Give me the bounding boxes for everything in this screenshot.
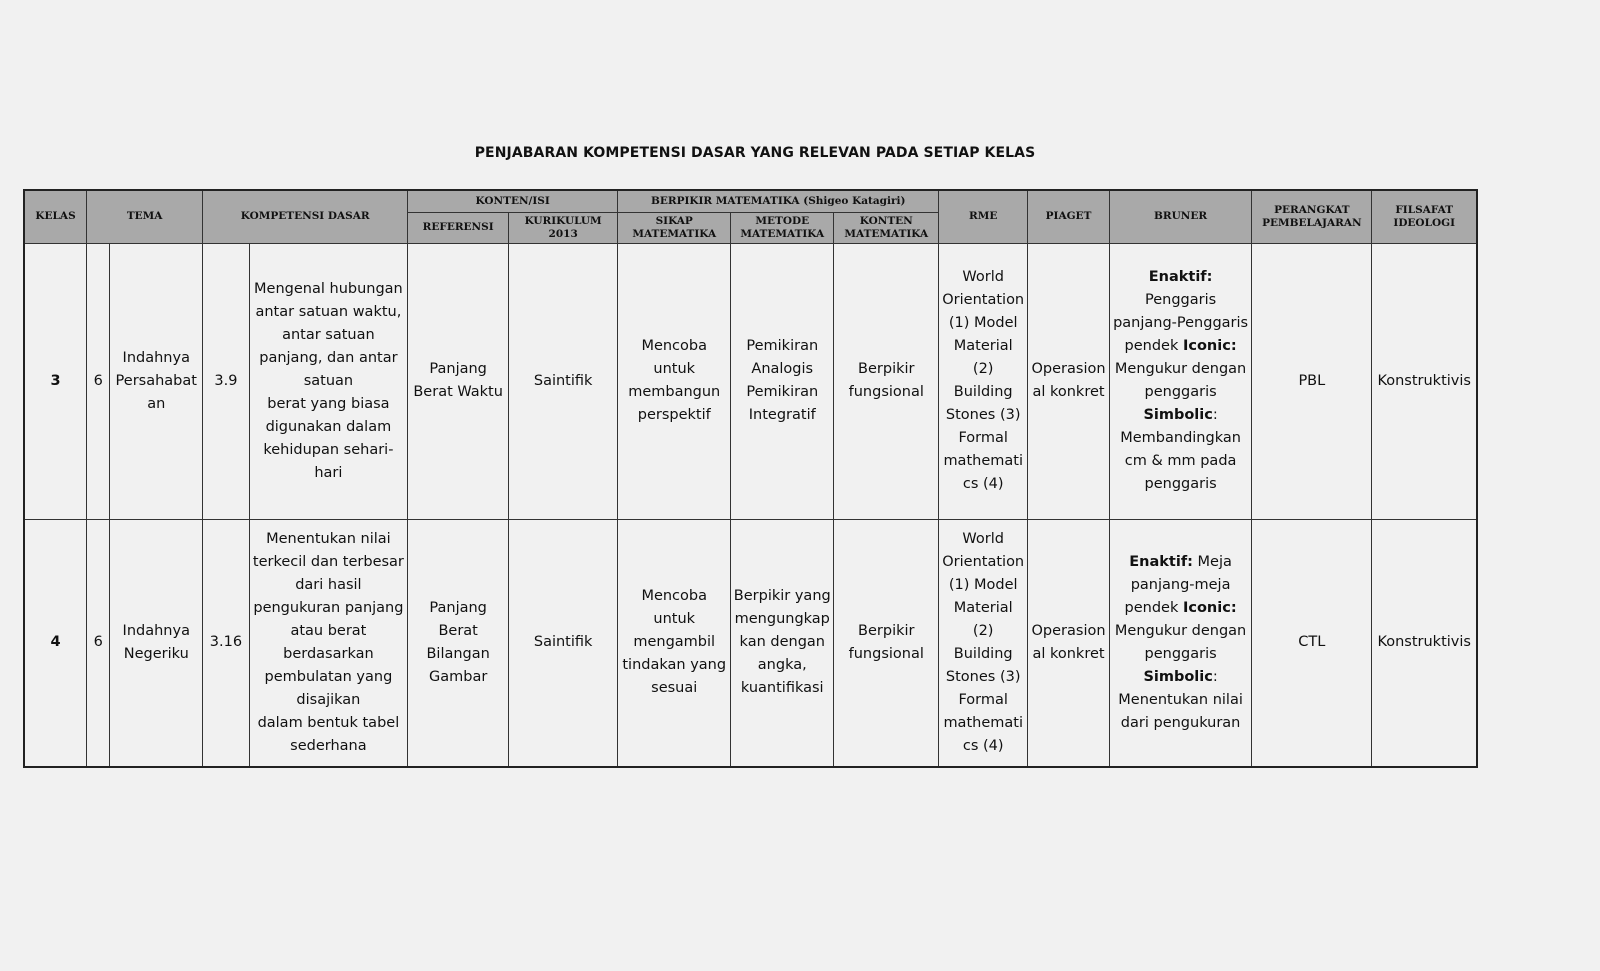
kurikulum-cell: Saintifik — [509, 243, 618, 519]
tema-cell: Indahnya Negeriku — [110, 519, 203, 767]
header-konten: KONTEN MATEMATIKA — [834, 212, 939, 243]
header-metode: METODE MATEMATIKA — [731, 212, 834, 243]
bruner-enaktif-text: Penggaris panjang-Penggaris pendek — [1113, 292, 1249, 354]
header-kurikulum: KURIKULUM 2013 — [509, 212, 618, 243]
bruner-simbolic-label: Simbolic — [1143, 407, 1213, 423]
bruner-simbolic-text: : Membandingkan cm & mm pada penggaris — [1120, 407, 1241, 492]
header-konten-isi: KONTEN/ISI — [408, 190, 618, 212]
header-perangkat: PERANGKAT PEMBELAJARAN — [1252, 190, 1372, 243]
referensi-cell: Panjang Berat Bilangan Gambar — [408, 519, 509, 767]
header-kompetensi-dasar: KOMPETENSI DASAR — [203, 190, 408, 243]
piaget-cell: Operasion al konkret — [1028, 243, 1110, 519]
bruner-simbolic-text: : Menentukan nilai dari pengukuran — [1118, 668, 1243, 731]
bruner-simbolic-label: Simbolic — [1143, 668, 1213, 685]
filsafat-cell: Konstruktivis — [1372, 519, 1477, 767]
bruner-iconic-label: Iconic: — [1182, 599, 1237, 616]
rme-cell: World Orientation (1) Model Material (2) Building Stones (3) Formal mathemati cs (4) — [939, 243, 1028, 519]
tema-number: 6 — [87, 519, 110, 767]
bruner-iconic-text: Mengukur dengan penggaris — [1114, 361, 1247, 400]
table-row — [24, 519, 1477, 767]
konten-cell: Berpikir fungsional — [834, 519, 939, 767]
header-piaget: PIAGET — [1028, 190, 1110, 243]
perangkat-cell: PBL — [1252, 243, 1372, 519]
rme-cell: World Orientation (1) Model Material (2) Building Stones (3) Formal mathemati cs (4) — [939, 519, 1028, 767]
kelas-cell: 4 — [24, 519, 87, 767]
bruner-iconic-text: Mengukur dengan penggaris — [1114, 622, 1247, 662]
kd-text: Menentukan nilai terkecil dan terbesar dari hasil pengukuran panjang atau berat berdasarkan pembulatan yang disajikan dalam bentuk tabel sederhana — [249, 519, 408, 767]
header-berpikir-matematika: BERPIKIR MATEMATIKA (Shigeo Katagiri) — [618, 190, 939, 212]
header-tema: TEMA — [87, 190, 203, 243]
konten-cell: Berpikir fungsional — [834, 243, 939, 519]
header-referensi: REFERENSI — [408, 212, 509, 243]
piaget-cell: Operasion al konkret — [1028, 519, 1110, 767]
bruner-cell — [1109, 243, 1251, 519]
sikap-cell: Mencoba untuk membangun perspektif — [618, 243, 731, 519]
kurikulum-cell: Saintifik — [509, 519, 618, 767]
header-sikap: SIKAP MATEMATIKA — [618, 212, 731, 243]
header-rme: RME — [939, 190, 1028, 243]
bruner-iconic-label: Iconic: — [1182, 338, 1237, 354]
header-filsafat: FILSAFAT IDEOLOGI — [1372, 190, 1477, 243]
bruner-enaktif-label: Enaktif: — [1148, 269, 1213, 285]
kd-text: Mengenal hubungan antar satuan waktu, antar satuan panjang, dan antar satuan berat yang biasa digunakan dalam kehidupan sehari-hari — [249, 243, 408, 519]
metode-cell: Berpikir yang mengungkap kan dengan angka, kuantifikasi — [731, 519, 834, 767]
perangkat-cell: CTL — [1252, 519, 1372, 767]
referensi-cell: Panjang Berat Waktu — [408, 243, 509, 519]
page-title: PENJABARAN KOMPETENSI DASAR YANG RELEVAN PADA SETIAP KELAS — [474, 145, 1036, 161]
header-kelas: KELAS — [24, 190, 87, 243]
kd-number: 3.9 — [203, 243, 249, 519]
kd-number: 3.16 — [203, 519, 249, 767]
tema-number: 6 — [87, 243, 110, 519]
header-bruner: BRUNER — [1109, 190, 1251, 243]
bruner-enaktif-text: Meja panjang-meja pendek — [1124, 553, 1232, 616]
competency-table — [23, 189, 1478, 768]
tema-cell: Indahnya Persahabat an — [110, 243, 203, 519]
table-row — [24, 243, 1477, 519]
kelas-cell: 3 — [24, 243, 87, 519]
sikap-cell: Mencoba untuk mengambil tindakan yang sesuai — [618, 519, 731, 767]
filsafat-cell: Konstruktivis — [1372, 243, 1477, 519]
bruner-cell — [1109, 519, 1251, 767]
metode-cell: Pemikiran Analogis Pemikiran Integratif — [731, 243, 834, 519]
bruner-enaktif-label: Enaktif: — [1129, 553, 1193, 570]
